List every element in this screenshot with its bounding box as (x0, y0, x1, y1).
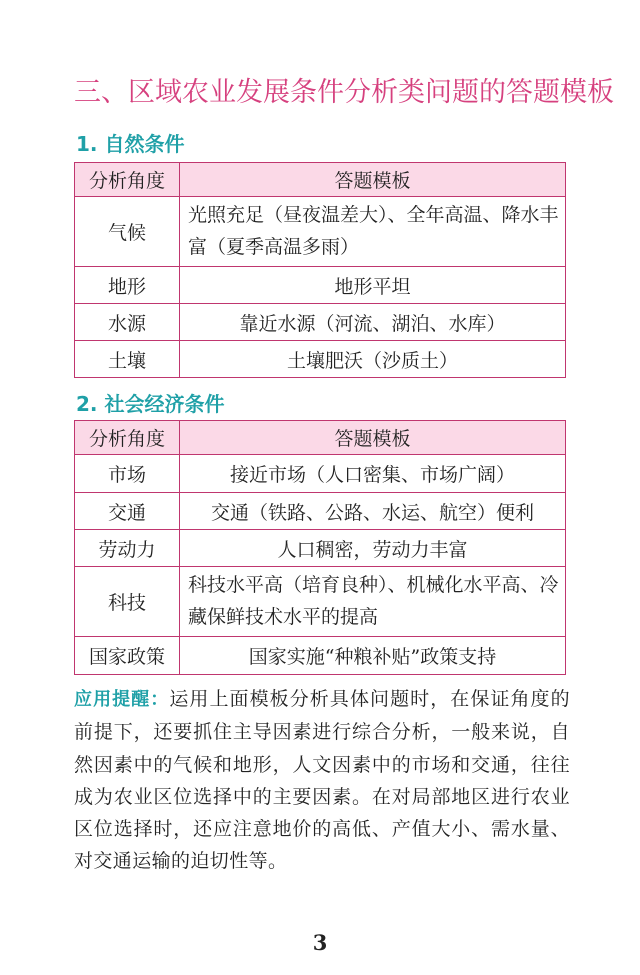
template-cell: 交通（铁路、公路、水运、航空）便利 (180, 493, 566, 530)
factor-cell: 水源 (75, 304, 180, 341)
natural-conditions-table (74, 162, 566, 378)
header-factor: 分析角度 (75, 163, 180, 197)
socio-economic-heading: 2. 社会经济条件 (76, 392, 225, 416)
table-row (75, 493, 566, 530)
template-cell: 地形平坦 (180, 267, 566, 304)
template-cell: 人口稠密，劳动力丰富 (180, 530, 566, 567)
template-cell: 土壤肥沃（沙质土） (180, 341, 566, 378)
template-cell: 靠近水源（河流、湖泊、水库） (180, 304, 566, 341)
page-number: 3 (312, 930, 328, 955)
socio-economic-table (74, 420, 566, 675)
factor-cell: 科技 (75, 567, 180, 637)
reminder-label: 应用提醒： (74, 689, 170, 710)
page-title: 三、区域农业发展条件分析类问题的答题模板 (74, 77, 614, 108)
template-cell: 接近市场（人口密集、市场广阔） (180, 455, 566, 493)
factor-cell: 劳动力 (75, 530, 180, 567)
table-row (75, 455, 566, 493)
table-row (75, 197, 566, 267)
header-factor: 分析角度 (75, 421, 180, 455)
template-cell: 光照充足（昼夜温差大）、全年高温、降水丰富（夏季高温多雨） (180, 197, 566, 267)
table-header-row (75, 163, 566, 197)
table-row (75, 304, 566, 341)
factor-cell: 气候 (75, 197, 180, 267)
table-row (75, 530, 566, 567)
factor-cell: 市场 (75, 455, 180, 493)
factor-cell: 国家政策 (75, 637, 180, 675)
factor-cell: 土壤 (75, 341, 180, 378)
template-cell: 科技水平高（培育良种）、机械化水平高、冷藏保鲜技术水平的提高 (180, 567, 566, 637)
natural-conditions-heading: 1. 自然条件 (76, 132, 185, 156)
table-row (75, 267, 566, 304)
header-template: 答题模板 (180, 163, 566, 197)
factor-cell: 地形 (75, 267, 180, 304)
header-template: 答题模板 (180, 421, 566, 455)
table-row (75, 341, 566, 378)
table-row (75, 567, 566, 637)
factor-cell: 交通 (75, 493, 180, 530)
table-header-row (75, 421, 566, 455)
application-reminder (74, 683, 570, 878)
table-row (75, 637, 566, 675)
reminder-text: 运用上面模板分析具体问题时，在保证角度的前提下，还要抓住主导因素进行综合分析，一般来说，自然因素中的气候和地形，人文因素中的市场和交通，往往成为农业区位选择中的主要因素。在对局部地区进行农业区位选择时，还应注意地价的高低、产值大小、需水量、对交通运输的迫切性等。 (74, 688, 570, 873)
template-cell: 国家实施“种粮补贴”政策支持 (180, 637, 566, 675)
